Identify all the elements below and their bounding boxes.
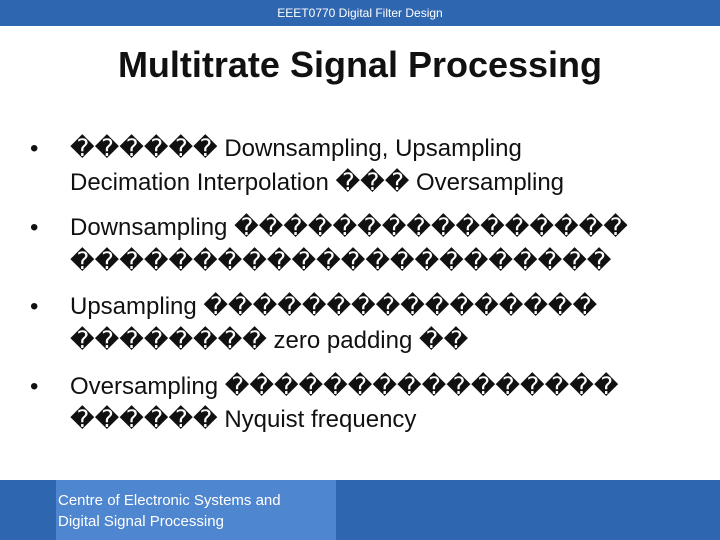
bullet-item xyxy=(30,211,720,278)
bullet-text: • Downsampling ���������������� xyxy=(70,214,628,242)
footer-line: Centre of Electronic Systems and xyxy=(58,492,281,509)
footer-line: Digital Signal Processing xyxy=(58,513,224,530)
header-bar xyxy=(0,0,720,26)
bullet-item xyxy=(30,370,720,437)
bullet-text: • ������ Downsampling, Upsampling xyxy=(70,135,522,162)
footer-text xyxy=(58,490,338,532)
bullet-text: ������ Nyquist frequency xyxy=(70,406,417,434)
bullet-list xyxy=(30,132,720,449)
course-title: EEET0770 Digital Filter Design xyxy=(277,6,443,20)
bullet-text: ���������������������� xyxy=(70,247,612,275)
slide-title: Multitrate Signal Processing xyxy=(117,44,603,85)
bullet-item xyxy=(30,290,720,357)
bullet-text: Decimation Interpolation ��� Oversampling xyxy=(70,168,565,196)
bullet-text: • Upsampling ���������������� xyxy=(70,293,598,321)
bullet-item xyxy=(30,132,720,199)
bullet-text: �������� zero padding �� xyxy=(70,326,469,354)
bullet-text: • Oversampling ���������������� xyxy=(70,372,619,400)
